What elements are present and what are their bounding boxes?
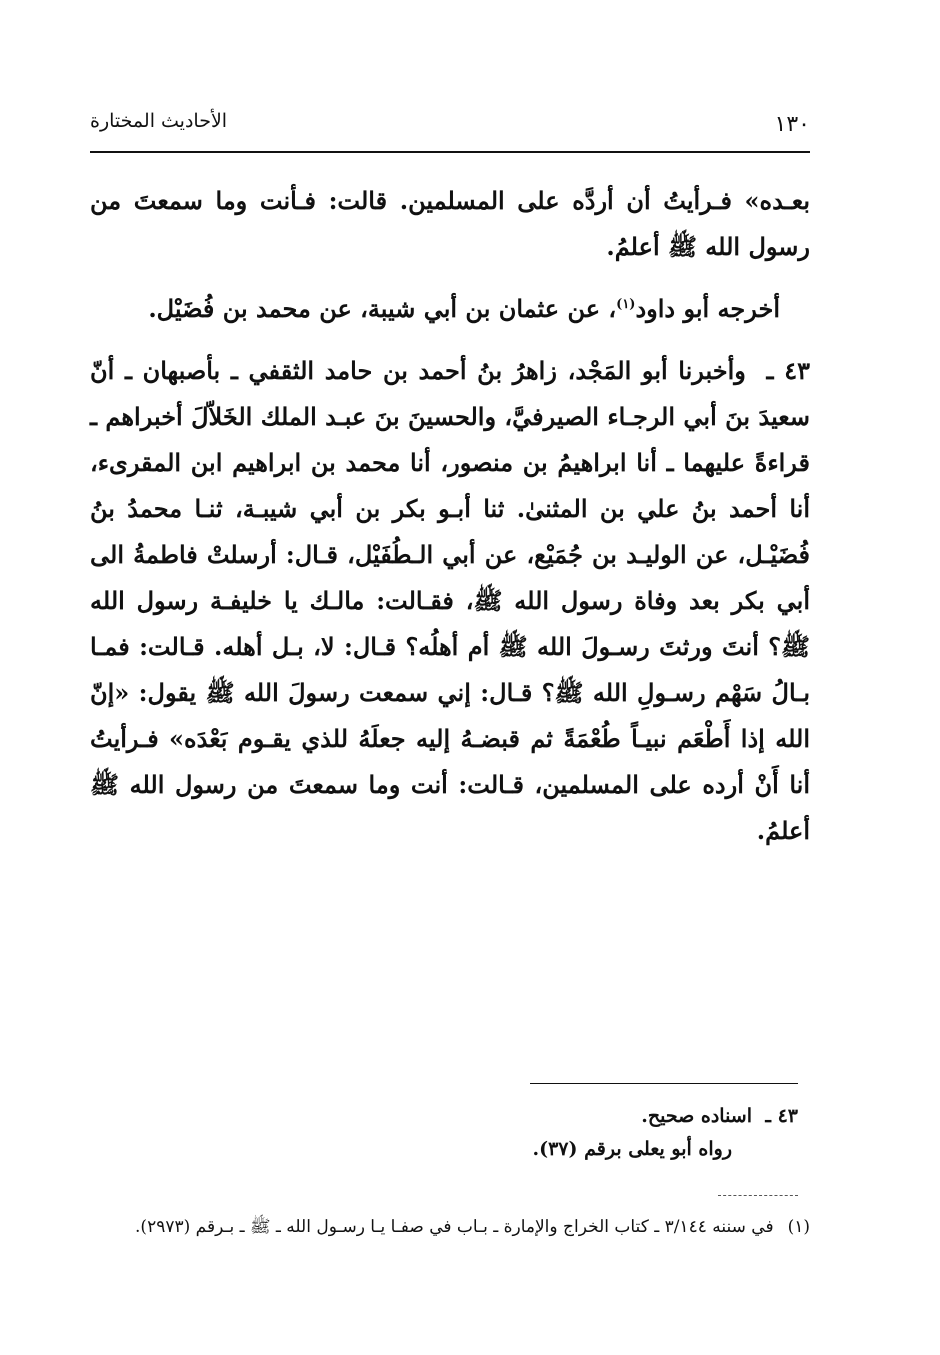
hadith-text: وأخبرنا أبو المَجْد، زاهرُ بنُ أحمد بن حامد الثقفي ـ بأصبهان ـ أنّ سعيدَ بنَ أبي الرجـاء الصيرفيَّ، والحسينَ بنَ عبـد الملك الخَلاّلَ أخبراهم ـ قراءةً عليهما ـ أنا ابراهيمُ بن منصور، أنا محمد بن ابراهيم ابن المقرىء، أنا أحمد بنُ علي بن المثنىٰ. ثنا أبـو بكر بن أبي شيبـة، ثنـا محمدُ بنُ فُضَيْـل، عن الوليـد بن جُمَيْع، عن أبي الـطُفَيْل، قـال: أرسلتْ فاطمةُ الى أبي بكر بعد وفاة رسول الله ﷺ، فقـالت: مالـك يا خليفـة رسول الله ﷺ؟ أنتَ ورثتَ رسـولَ الله ﷺ أم أهلُه؟ قـال: لا، بـل أهله. قـالت: فمـا بـالُ سَهْم رسـولِ الله ﷺ؟ قـال: إني سمعت رسولَ الله ﷺ يقول: «إنّ الله إذا أَطْعَم نبيـاً طُعْمَةً ثم قبضـهُ إليه جعلَهُ للذي يقـوم بَعْدَه» فـرأيتُ أنا أَنْ أرده على المسلمين، قـالت: أنت وما سمعتَ من رسول الله ﷺ أعلمُ. [90, 356, 810, 845]
note-line-2: رواه أبو يعلى برقم (٣٧). [532, 1138, 732, 1160]
page-header [90, 100, 810, 146]
footnote-text: في سننه ٣/١٤٤ ـ كتاب الخراج والإمارة ـ بـاب في صفـا يـا رسـول الله ـ ﷺ ـ بـرقم (٢٩٧٣). [135, 1217, 774, 1237]
main-text [90, 178, 810, 870]
footnote-divider [718, 1195, 798, 1196]
hadith-number: ٤٣ ـ [766, 356, 811, 385]
notes-divider [530, 1083, 798, 1084]
header-divider [90, 151, 810, 153]
hadith-notes [90, 1100, 810, 1166]
attribution-rest: ، عن عثمان بن أبي شيبة، عن محمد بن فُضَيْل. [148, 294, 617, 323]
running-title: الأحاديث المختارة [90, 110, 228, 132]
paragraph-continuation: بعـده» فـرأيتُ أن أردَّه على المسلمين. قالت: فـأنت وما سمعتَ من رسول الله ﷺ أعلمُ. [90, 186, 810, 261]
page-number: ١٣٠ [774, 112, 810, 137]
note-number: ٤٣ ـ [765, 1105, 798, 1127]
paragraph-hadith [90, 348, 810, 854]
footnote-number: (١) [787, 1217, 810, 1237]
paragraph-attribution [90, 286, 810, 332]
note-text-1: اسناده صحيح. [641, 1105, 752, 1127]
footnote-marker: (١) [616, 297, 636, 312]
footnote [80, 1210, 810, 1244]
note-line-1 [90, 1100, 810, 1133]
attribution-text: أخرجه أبو داود [635, 294, 780, 323]
